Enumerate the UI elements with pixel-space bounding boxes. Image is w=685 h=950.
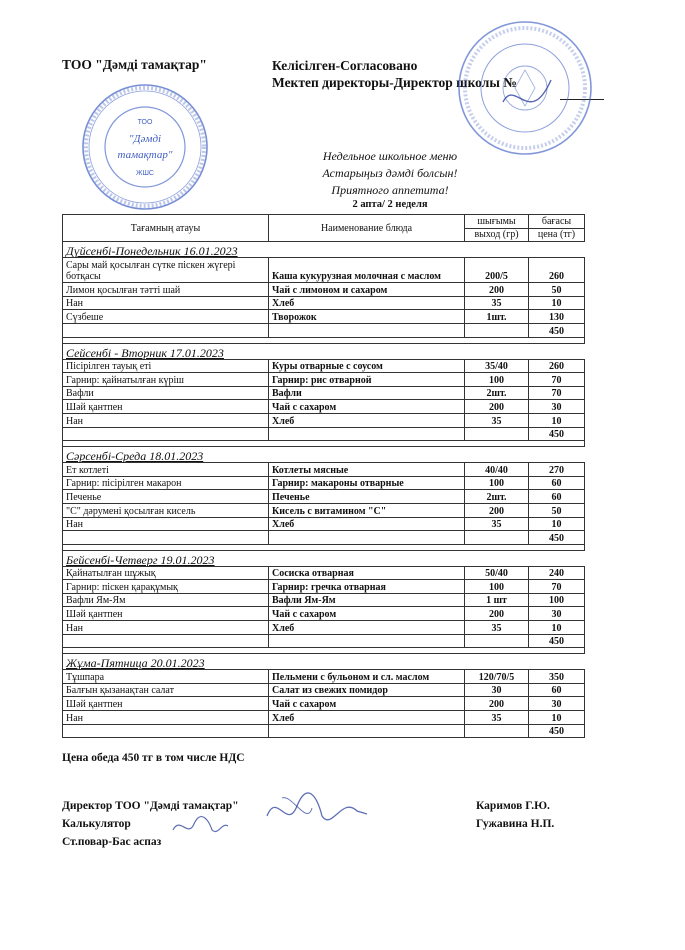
dish-price: 10 xyxy=(529,621,585,635)
dish-name-ru: Салат из свежих помидор xyxy=(269,683,465,697)
title-line-2: Астарыңыз дәмді болсын! xyxy=(322,166,458,180)
table-row xyxy=(63,621,585,635)
dish-name-ru: Чай с сахаром xyxy=(269,607,465,621)
day-total-row xyxy=(63,427,585,441)
dish-output: 30 xyxy=(465,683,529,697)
table-row xyxy=(63,517,585,531)
dish-price: 350 xyxy=(529,670,585,684)
dish-price: 10 xyxy=(529,296,585,310)
seal-text-1: ТОО xyxy=(137,119,153,126)
dish-name-ru: Котлеты мясные xyxy=(269,463,465,477)
dish-price: 10 xyxy=(529,517,585,531)
day-total: 450 xyxy=(529,323,585,337)
dish-name-kz: Шәй қантпен xyxy=(63,697,269,711)
dish-output: 100 xyxy=(465,580,529,594)
dish-name-ru: Сосиска отварная xyxy=(269,566,465,580)
table-row xyxy=(63,593,585,607)
day-total: 450 xyxy=(529,634,585,648)
menu-title xyxy=(240,148,540,199)
dish-output: 1 шт xyxy=(465,593,529,607)
dish-output: 200 xyxy=(465,607,529,621)
approval-line-1: Келісілген-Согласовано xyxy=(272,58,418,73)
dish-price: 130 xyxy=(529,310,585,324)
dish-name-kz: Шәй қантпен xyxy=(63,400,269,414)
dish-output: 35 xyxy=(465,413,529,427)
header-price-ru: цена (тг) xyxy=(529,228,585,242)
dish-name-kz: Балғын қызанақтан салат xyxy=(63,683,269,697)
dish-output: 120/70/5 xyxy=(465,670,529,684)
dish-name-ru: Гарнир: гречка отварная xyxy=(269,580,465,594)
dish-price: 50 xyxy=(529,503,585,517)
dish-price: 240 xyxy=(529,566,585,580)
table-row xyxy=(63,476,585,490)
total-empty-cell xyxy=(63,634,269,648)
director-label: Директор ТОО "Дәмді тамақтар" xyxy=(62,800,239,812)
table-row xyxy=(63,400,585,414)
total-empty-cell xyxy=(269,323,465,337)
dish-name-kz: Гарнир: қайнатылған күріш xyxy=(63,373,269,387)
dish-name-kz: Нан xyxy=(63,517,269,531)
dish-price: 270 xyxy=(529,463,585,477)
dish-output: 35 xyxy=(465,711,529,725)
table-row xyxy=(63,566,585,580)
dish-name-kz: Нан xyxy=(63,621,269,635)
dish-price: 260 xyxy=(529,258,585,283)
day-total-row xyxy=(63,724,585,738)
dish-name-kz: "С" дәрумені қосылған кисель xyxy=(63,503,269,517)
dish-price: 60 xyxy=(529,683,585,697)
table-row xyxy=(63,359,585,373)
header-ru-name: Наименование блюда xyxy=(269,215,465,242)
day-title: Бейсенбі-Четверг 19.01.2023 xyxy=(63,550,465,566)
seal-text-4: ЖШС xyxy=(136,170,154,177)
menu-body xyxy=(63,242,585,738)
dish-name-ru: Вафли Ям-Ям xyxy=(269,593,465,607)
dish-name-kz: Нан xyxy=(63,296,269,310)
table-row xyxy=(63,413,585,427)
menu-table xyxy=(62,214,585,738)
dish-name-ru: Хлеб xyxy=(269,517,465,531)
price-note: Цена обеда 450 тг в том числе НДС xyxy=(62,752,245,764)
dish-name-kz: Вафли xyxy=(63,386,269,400)
dish-name-kz: Ет котлеті xyxy=(63,463,269,477)
dish-output: 100 xyxy=(465,476,529,490)
dish-name-ru: Куры отварные с соусом xyxy=(269,359,465,373)
dish-price: 70 xyxy=(529,580,585,594)
total-empty-cell xyxy=(465,634,529,648)
dish-price: 50 xyxy=(529,283,585,297)
dish-name-ru: Хлеб xyxy=(269,621,465,635)
table-row xyxy=(63,503,585,517)
total-empty-cell xyxy=(63,427,269,441)
dish-price: 260 xyxy=(529,359,585,373)
company-seal xyxy=(80,82,210,212)
dish-name-ru: Гарнир: рис отварной xyxy=(269,373,465,387)
dish-name-kz: Нан xyxy=(63,711,269,725)
table-row xyxy=(63,711,585,725)
calculator-label: Калькулятор xyxy=(62,818,131,830)
day-total: 450 xyxy=(529,724,585,738)
table-row xyxy=(63,283,585,297)
dish-price: 60 xyxy=(529,490,585,504)
dish-output: 1шт. xyxy=(465,310,529,324)
director-name: Каримов Г.Ю. xyxy=(476,800,550,812)
table-row xyxy=(63,580,585,594)
day-total: 450 xyxy=(529,531,585,545)
table-row xyxy=(63,670,585,684)
seal-text-2: "Дәмді xyxy=(128,133,162,145)
dish-price: 10 xyxy=(529,711,585,725)
day-title-spacer xyxy=(465,447,585,463)
day-title: Жұма-Пятница 20.01.2023 xyxy=(63,654,465,670)
dish-price: 30 xyxy=(529,607,585,621)
dish-price: 30 xyxy=(529,697,585,711)
header-output-kz: шығымы xyxy=(465,215,529,229)
dish-price: 10 xyxy=(529,413,585,427)
dish-name-kz: Лимон қосылған тәтті шай xyxy=(63,283,269,297)
total-empty-cell xyxy=(269,724,465,738)
company-name: ТОО "Дәмді тамақтар" xyxy=(62,57,207,72)
total-empty-cell xyxy=(465,427,529,441)
dish-name-ru: Кисель с витамином "С" xyxy=(269,503,465,517)
day-title: Сәрсенбі-Среда 18.01.2023 xyxy=(63,447,465,463)
chef-label: Ст.повар-Бас аспаз xyxy=(62,836,162,848)
day-title-spacer xyxy=(465,550,585,566)
seal-text-3: тамақтар" xyxy=(117,149,173,161)
title-line-1: Недельное школьное меню xyxy=(322,149,458,163)
dish-name-kz: Қайнатылған шұжық xyxy=(63,566,269,580)
dish-output: 2шт. xyxy=(465,386,529,400)
day-title-spacer xyxy=(465,242,585,258)
dish-output: 200 xyxy=(465,283,529,297)
total-empty-cell xyxy=(269,634,465,648)
dish-output: 200/5 xyxy=(465,258,529,283)
dish-price: 70 xyxy=(529,373,585,387)
total-empty-cell xyxy=(63,724,269,738)
dish-price: 30 xyxy=(529,400,585,414)
dish-price: 60 xyxy=(529,476,585,490)
day-total: 450 xyxy=(529,427,585,441)
table-row xyxy=(63,258,585,283)
dish-output: 35/40 xyxy=(465,359,529,373)
table-row xyxy=(63,310,585,324)
total-empty-cell xyxy=(269,531,465,545)
dish-name-ru: Чай с лимоном и сахаром xyxy=(269,283,465,297)
header-output-ru: выход (гр) xyxy=(465,228,529,242)
dish-output: 200 xyxy=(465,697,529,711)
day-total-row xyxy=(63,323,585,337)
dish-output: 200 xyxy=(465,503,529,517)
day-header-row xyxy=(63,242,585,258)
calculator-name: Гужавина Н.П. xyxy=(476,818,555,830)
dish-output: 35 xyxy=(465,296,529,310)
total-empty-cell xyxy=(465,724,529,738)
week-label: 2 апта/ 2 неделя xyxy=(352,199,428,210)
dish-output: 200 xyxy=(465,400,529,414)
day-header-row xyxy=(63,550,585,566)
dish-name-kz: Нан xyxy=(63,413,269,427)
dish-output: 50/40 xyxy=(465,566,529,580)
dish-name-kz: Гарнир: пісірілген макарон xyxy=(63,476,269,490)
table-row xyxy=(63,607,585,621)
day-title-spacer xyxy=(465,343,585,359)
dish-name-ru: Творожок xyxy=(269,310,465,324)
day-header-row xyxy=(63,447,585,463)
title-line-3: Приятного аппетита! xyxy=(331,183,449,197)
dish-name-ru: Чай с сахаром xyxy=(269,400,465,414)
school-seal xyxy=(455,18,595,158)
day-title: Сейсенбі - Вторник 17.01.2023 xyxy=(63,343,465,359)
dish-name-kz: Шәй қантпен xyxy=(63,607,269,621)
day-total-row xyxy=(63,634,585,648)
dish-name-ru: Пельмени с бульоном и сл. маслом xyxy=(269,670,465,684)
dish-name-ru: Вафли xyxy=(269,386,465,400)
header-kz-name: Тағамның атауы xyxy=(63,215,269,242)
table-row xyxy=(63,697,585,711)
dish-name-kz: Сүзбеше xyxy=(63,310,269,324)
dish-name-kz: Вафли Ям-Ям xyxy=(63,593,269,607)
table-row xyxy=(63,296,585,310)
dish-output: 40/40 xyxy=(465,463,529,477)
table-row xyxy=(63,463,585,477)
total-empty-cell xyxy=(465,323,529,337)
table-row xyxy=(63,683,585,697)
dish-name-ru: Каша кукурузная молочная с маслом xyxy=(269,258,465,283)
dish-name-ru: Хлеб xyxy=(269,296,465,310)
table-row xyxy=(63,490,585,504)
dish-name-ru: Хлеб xyxy=(269,413,465,427)
director-signature xyxy=(262,786,372,836)
total-empty-cell xyxy=(269,427,465,441)
dish-name-ru: Печенье xyxy=(269,490,465,504)
dish-output: 35 xyxy=(465,517,529,531)
day-title: Дүйсенбі-Понедельник 16.01.2023 xyxy=(63,242,465,258)
total-empty-cell xyxy=(63,323,269,337)
dish-name-ru: Хлеб xyxy=(269,711,465,725)
header-price-kz: бағасы xyxy=(529,215,585,229)
table-row xyxy=(63,386,585,400)
calculator-signature xyxy=(170,812,230,840)
dish-name-kz: Гарнир: піскен қарақұмық xyxy=(63,580,269,594)
day-total-row xyxy=(63,531,585,545)
dish-price: 100 xyxy=(529,593,585,607)
dish-name-kz: Сары май қосылған сүтке піскен жүгері ботқасы xyxy=(63,258,269,283)
dish-output: 2шт. xyxy=(465,490,529,504)
dish-price: 70 xyxy=(529,386,585,400)
total-empty-cell xyxy=(63,531,269,545)
dish-name-ru: Чай с сахаром xyxy=(269,697,465,711)
dish-name-kz: Печенье xyxy=(63,490,269,504)
dish-name-kz: Тұшпара xyxy=(63,670,269,684)
dish-output: 100 xyxy=(465,373,529,387)
day-title-spacer xyxy=(465,654,585,670)
dish-name-ru: Гарнир: макароны отварные xyxy=(269,476,465,490)
dish-output: 35 xyxy=(465,621,529,635)
day-header-row xyxy=(63,343,585,359)
day-header-row xyxy=(63,654,585,670)
total-empty-cell xyxy=(465,531,529,545)
table-row xyxy=(63,373,585,387)
dish-name-kz: Пісірілген тауық еті xyxy=(63,359,269,373)
approval-line-2: Мектеп директоры-Директор школы № xyxy=(272,75,517,90)
